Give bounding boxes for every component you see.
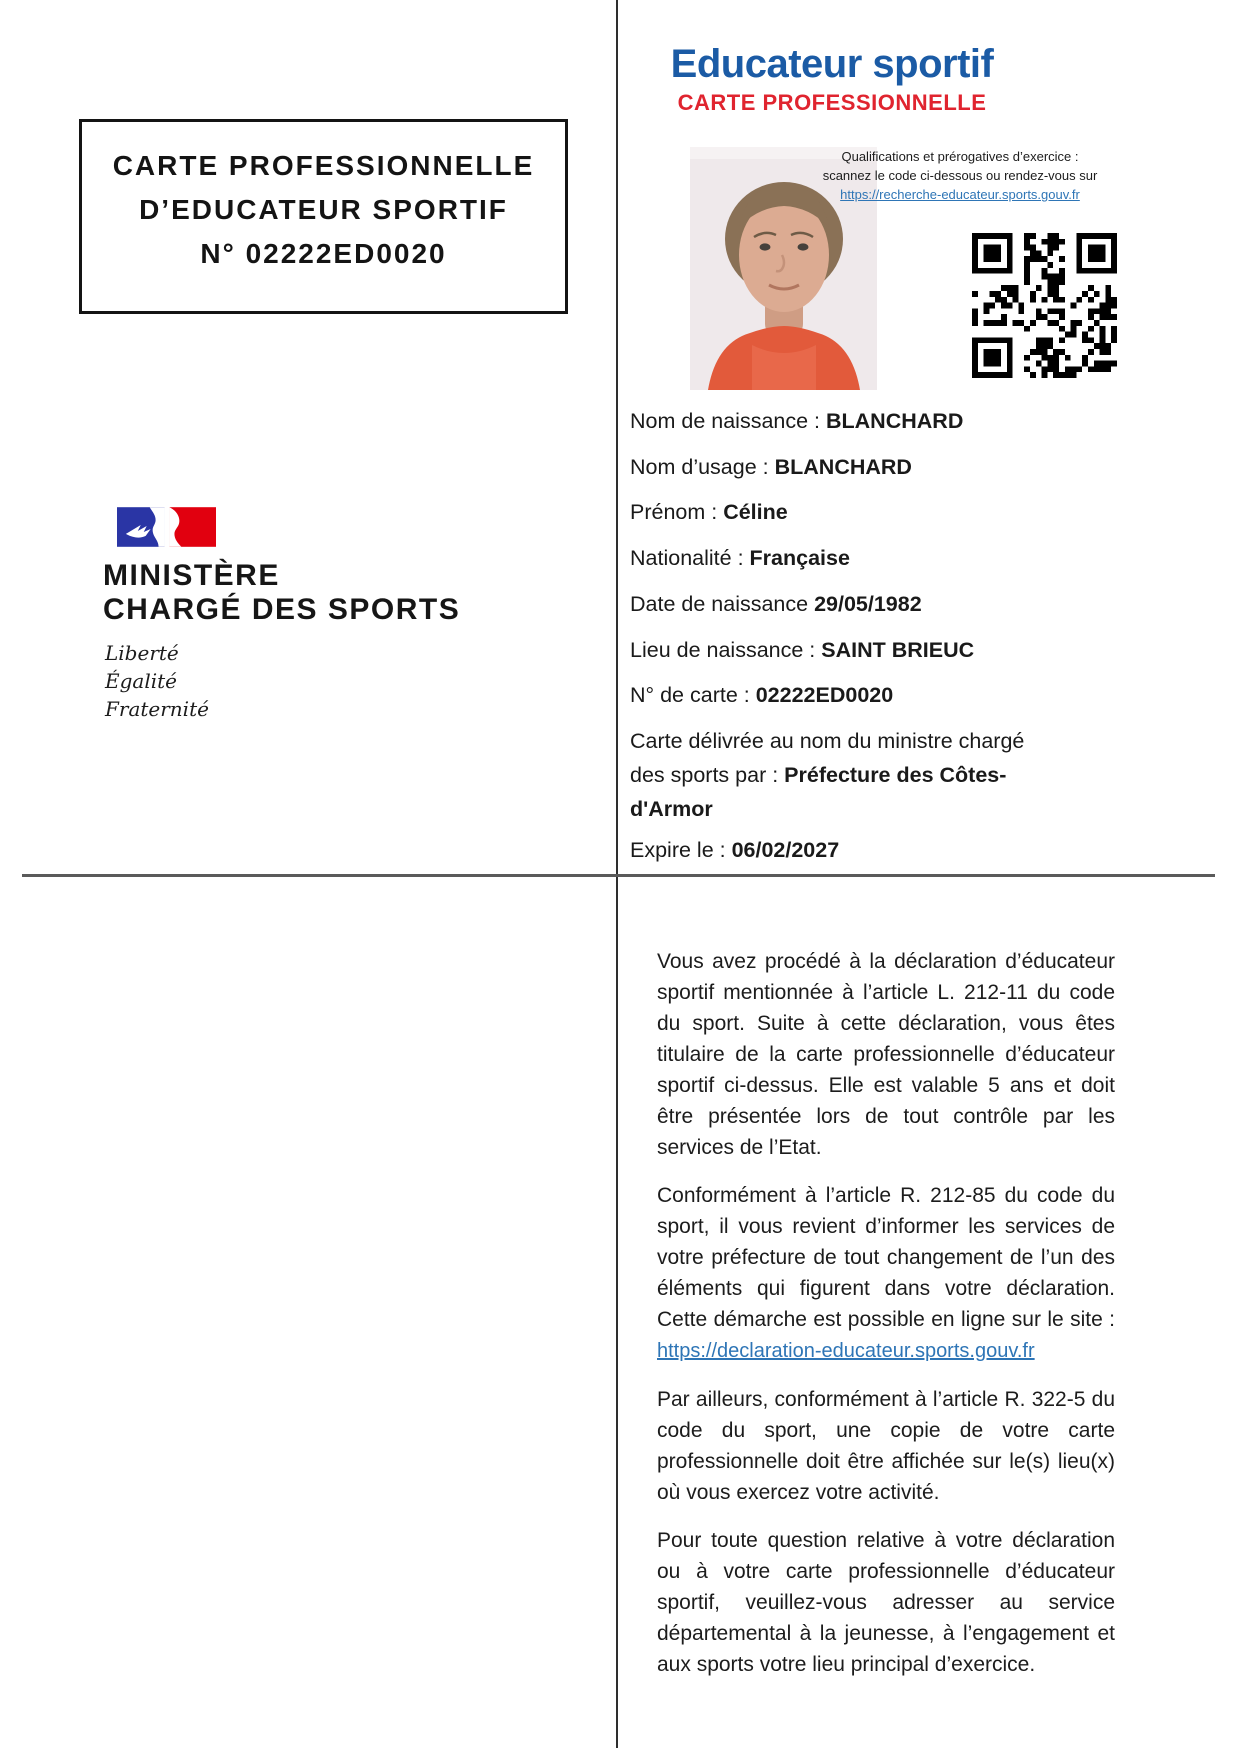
card-box-line2: D’EDUCATEUR SPORTIF	[139, 194, 508, 225]
paragraph-modification	[657, 1180, 1115, 1367]
declaration-educateur-link[interactable]: https://declaration-educateur.sports.gouv.fr	[657, 1340, 1035, 1362]
paragraph-contact	[657, 1525, 1115, 1680]
field-value: 02222ED0020	[755, 683, 894, 707]
ministry-name-line1: MINISTÈRE	[103, 559, 280, 592]
ministry-name-line2: CHARGÉ DES SPORTS	[103, 593, 461, 626]
field-value: BLANCHARD	[774, 455, 912, 479]
ministry-block	[103, 507, 523, 723]
marianne-logo-icon	[103, 507, 523, 547]
horizontal-divider	[22, 874, 1215, 877]
field-label: Prénom :	[630, 500, 724, 524]
field-label: Date de naissance	[630, 592, 815, 616]
field-label: Nom d’usage :	[630, 455, 775, 479]
paragraph-affichage	[657, 1384, 1115, 1508]
field-value: 29/05/1982	[814, 592, 922, 616]
field-date-de-naissance	[630, 589, 922, 619]
paragraph-text: Par ailleurs, conformément à l’article R. 322-5 du code du sport, une copie de votre carte professionnelle doit être affichée sur le(s) lieu(x) où vous exercez votre activité.	[657, 1388, 1115, 1504]
field-value: SAINT BRIEUC	[821, 638, 975, 662]
field-label: Lieu de naissance :	[630, 638, 822, 662]
field-lieu-de-naissance	[630, 635, 974, 665]
paragraph-declaration	[657, 946, 1115, 1163]
recherche-educateur-link[interactable]: https://recherche-educateur.sports.gouv.fr	[840, 187, 1080, 202]
card-box-line1: CARTE PROFESSIONNELLE	[112, 150, 535, 181]
field-value: Céline	[723, 500, 788, 524]
paragraph-text: Vous avez procédé à la déclaration d’éducateur sportif mentionnée à l’article L. 212-11 du code du sport. Suite à cette déclaration, vous êtes titulaire de la carte professionnelle d’éducateur sportif ci-dessus. Elle est valable 5 ans et doit être présentée lors de tout contrôle par les services de l’Etat.	[657, 950, 1115, 1159]
motto-egalite: Égalité	[105, 669, 177, 693]
paragraph-text: Pour toute question relative à votre déclaration ou à votre carte professionnelle d’éducateur sportif, veuillez-vous adresser au service départemental à la jeunesse, à l’engagement et aux sports votre lieu principal d’exercice.	[657, 1529, 1115, 1676]
qualifications-line2: scannez le code ci-dessous ou rendez-vous sur	[822, 167, 1098, 183]
field-value: Préfecture des Côtes-d'Armor	[630, 763, 1007, 821]
field-label: N° de carte :	[630, 683, 756, 707]
paragraph-text: Conformément à l’article R. 212-85 du code du sport, il vous revient d’informer les services de votre préfecture de tout changement de l’un des éléments qui figurent dans votre déclaration. Cette démarche est possible en ligne sur le site :	[657, 1184, 1115, 1331]
field-value: 06/02/2027	[731, 838, 840, 862]
field-label: Carte délivrée au nom du ministre chargé des sports par :	[630, 729, 1025, 787]
field-label: Nom de naissance :	[630, 409, 826, 433]
motto-liberte: Liberté	[105, 641, 179, 665]
field-value: BLANCHARD	[826, 409, 964, 433]
qr-code	[972, 233, 1117, 378]
republic-motto	[105, 639, 523, 723]
field-label: Expire le :	[630, 838, 732, 862]
page-title: Educateur sportif	[670, 42, 994, 86]
card-number-box	[79, 119, 568, 314]
field-nom-dusage	[630, 452, 912, 482]
field-numero-de-carte	[630, 680, 893, 710]
legal-text-block	[657, 946, 1115, 1697]
page-subtitle: CARTE PROFESSIONNELLE	[677, 90, 987, 115]
motto-fraternite: Fraternité	[105, 697, 209, 721]
field-nationalite	[630, 543, 850, 573]
qualifications-line1: Qualifications et prérogatives d’exercice :	[841, 149, 1079, 164]
field-value: Française	[749, 546, 850, 570]
field-nom-de-naissance	[630, 406, 963, 436]
field-expire-le	[630, 835, 839, 865]
field-label: Nationalité :	[630, 546, 750, 570]
qualifications-note	[815, 148, 1105, 205]
field-delivree-par	[630, 724, 1042, 826]
card-box-line3: N° 02222ED0020	[200, 238, 447, 269]
field-prenom	[630, 497, 788, 527]
right-header	[617, 40, 1047, 116]
